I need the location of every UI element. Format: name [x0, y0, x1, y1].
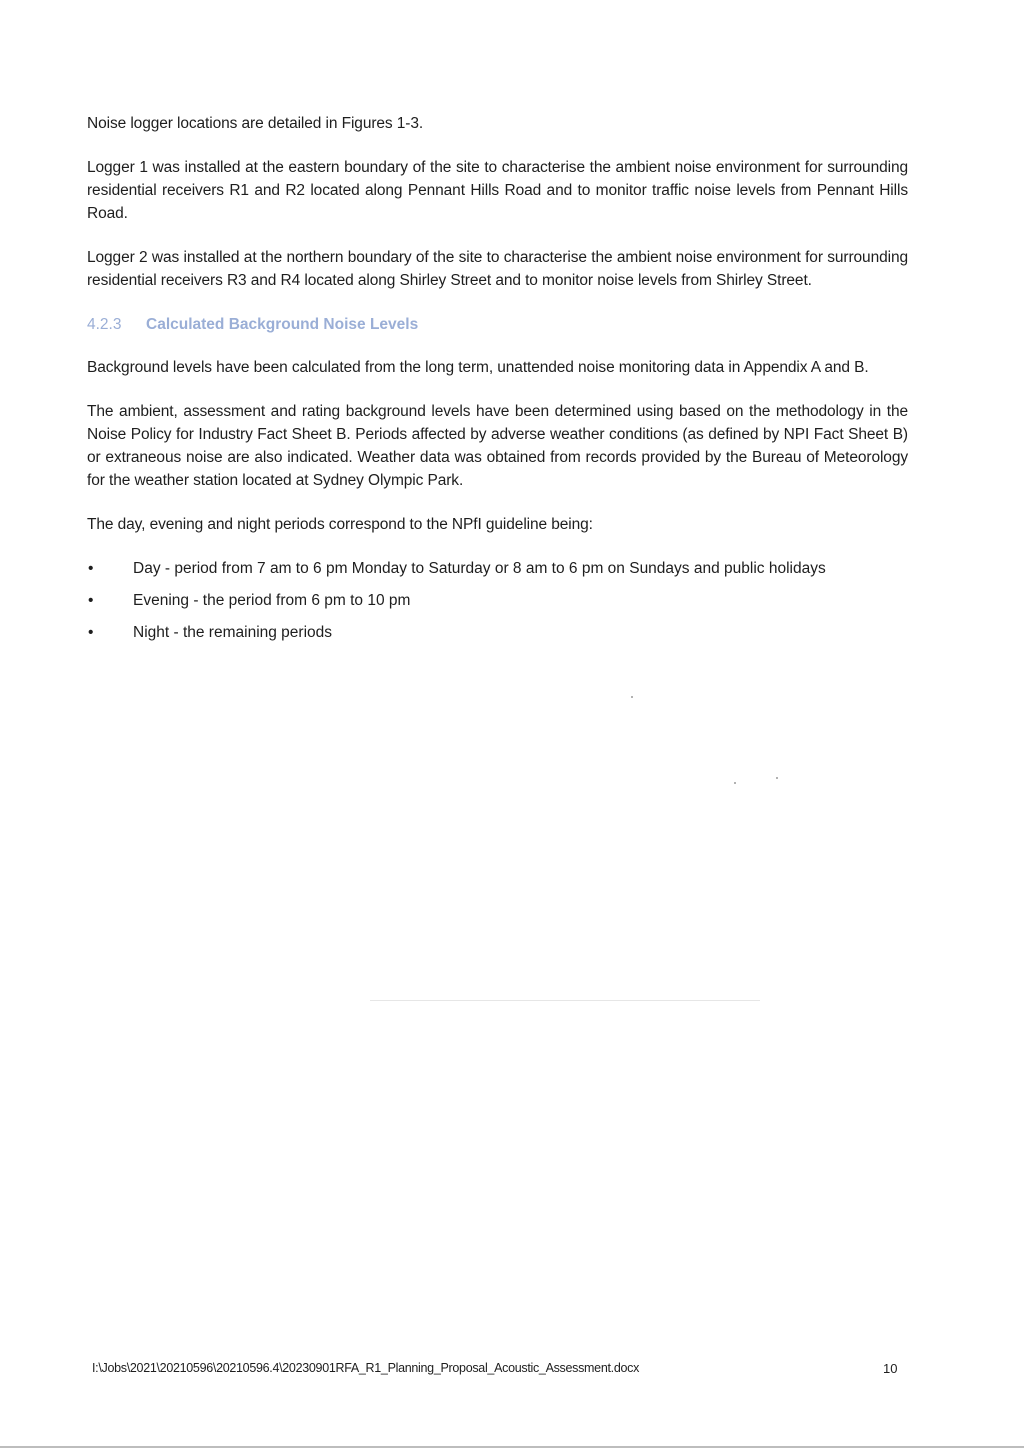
paragraph-logger-locations: Noise logger locations are detailed in Figures 1-3.	[87, 115, 424, 132]
section-heading	[87, 313, 908, 336]
scan-speck	[734, 782, 736, 784]
scan-speck	[631, 696, 633, 698]
list-item	[87, 621, 908, 644]
paragraph-logger-1: Logger 1 was installed at the eastern boundary of the site to characterise the ambient noise environment for surrounding residential receivers R1 and R2 located along Pennant Hills Road and to monitor traffic noise levels from Pennant Hills Road.	[87, 159, 908, 222]
paragraph-periods-intro: The day, evening and night periods correspond to the NPfI guideline being:	[87, 516, 593, 533]
list-item	[87, 557, 908, 580]
paragraph-methodology: The ambient, assessment and rating background levels have been determined using based on the methodology in the Noise Policy for Industry Fact Sheet B. Periods affected by adverse weather conditions (as defined by NPI Fact Sheet B) or extraneous noise are also indicated. Weather data was obtained from records provided by the Bureau of Meteorology for the weather station located at Sydney Olympic Park.	[87, 403, 908, 489]
bullet-icon: •	[88, 624, 94, 641]
footer-page-number: 10	[883, 1361, 898, 1376]
scan-speck	[776, 777, 778, 779]
bullet-icon: •	[88, 592, 94, 609]
period-list	[87, 557, 908, 644]
paragraph-background-levels: Background levels have been calculated from the long term, unattended noise monitoring data in Appendix A and B.	[87, 359, 869, 376]
page-body	[87, 112, 908, 653]
scan-artifact-line	[370, 1000, 760, 1001]
list-item-text: Evening - the period from 6 pm to 10 pm	[133, 592, 411, 609]
list-item-text: Night - the remaining periods	[133, 624, 333, 641]
paragraph-logger-2: Logger 2 was installed at the northern boundary of the site to characterise the ambient noise environment for surrounding residential receivers R3 and R4 located along Shirley Street and to monitor noise levels from Shirley Street.	[87, 249, 908, 289]
bullet-icon: •	[88, 560, 94, 577]
list-item-text: Day - period from 7 am to 6 pm Monday to Saturday or 8 am to 6 pm on Sundays and public holidays	[133, 560, 826, 577]
section-number: 4.2.3	[87, 316, 122, 333]
section-title: Calculated Background Noise Levels	[146, 316, 419, 333]
footer-file-path: I:\Jobs\2021\20210596\20210596.4\20230901RFA_R1_Planning_Proposal_Acoustic_Assessment.docx	[92, 1361, 640, 1375]
list-item	[87, 589, 908, 612]
